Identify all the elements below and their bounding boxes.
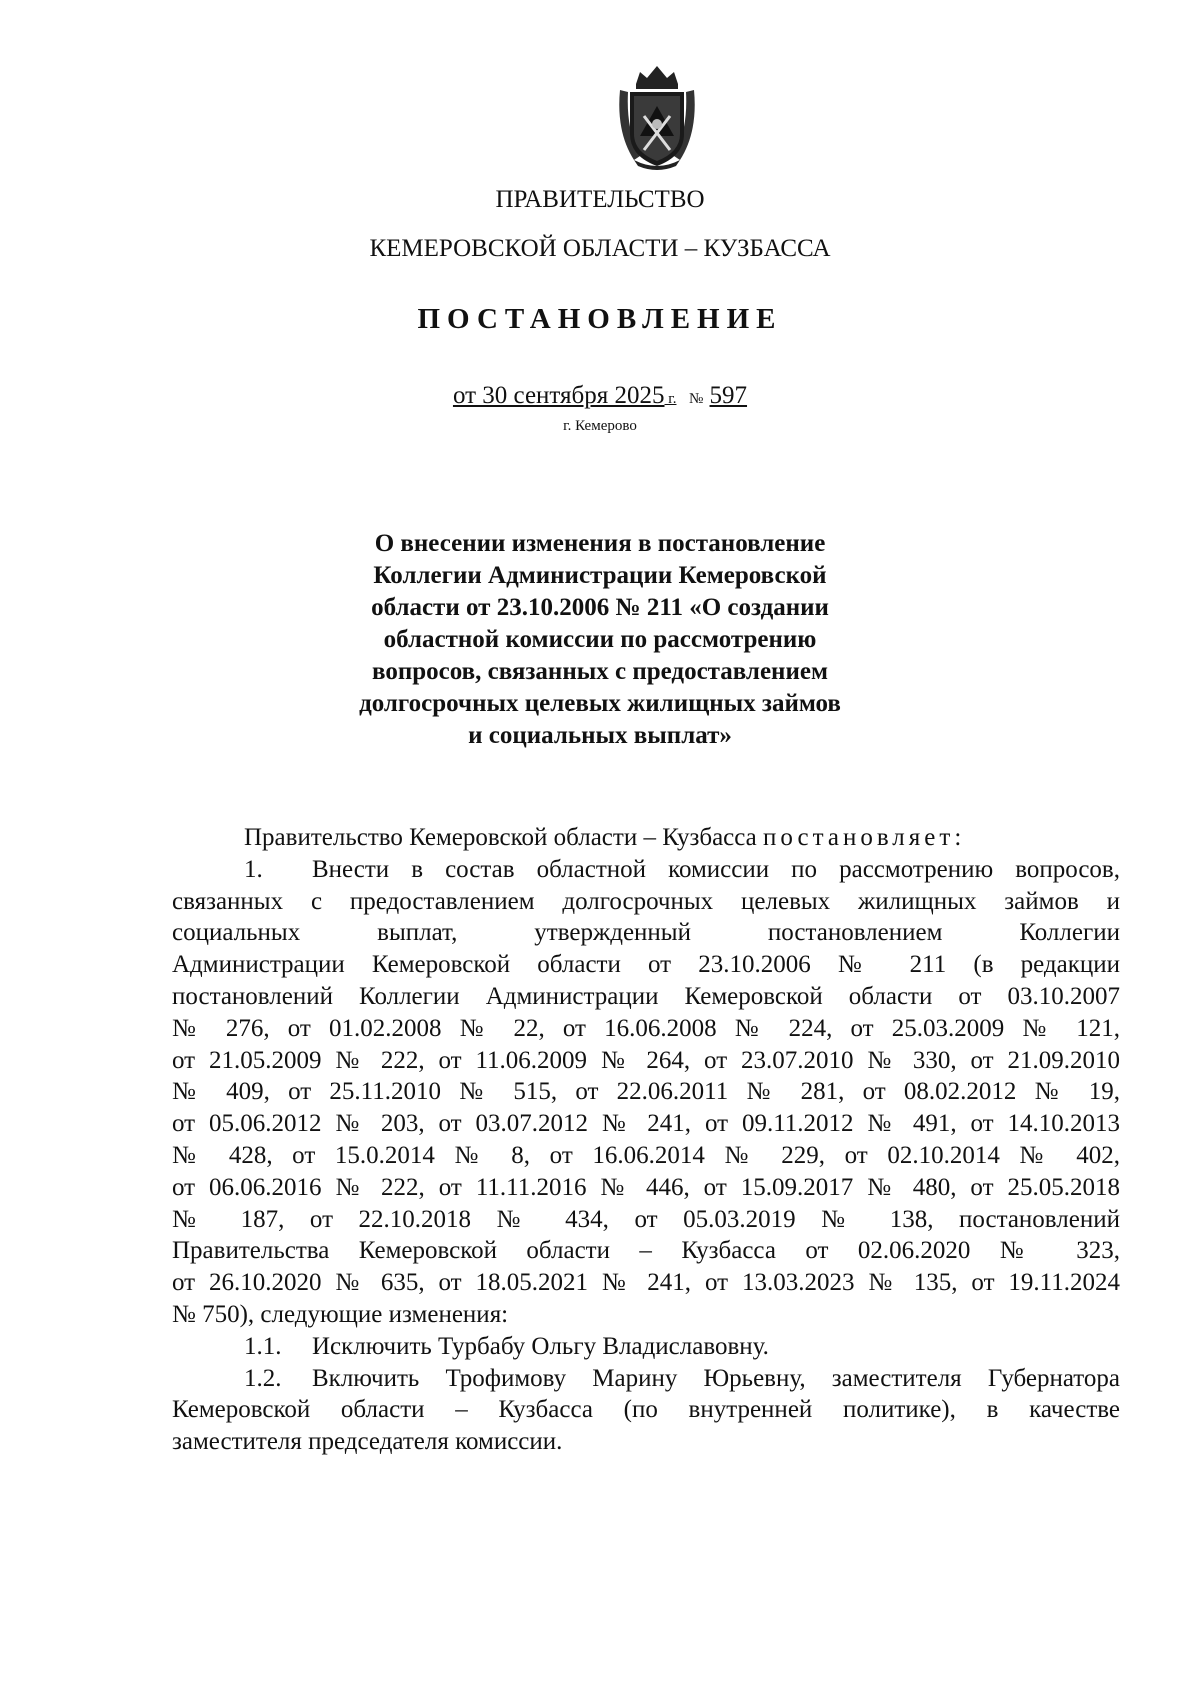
subject-line: долгосрочных целевых жилищных займов [359, 690, 841, 717]
government-title-line2: КЕМЕРОВСКОЙ ОБЛАСТИ – КУЗБАССА [369, 235, 831, 262]
body-line: № 276, от 01.02.2008 № 22, от 16.06.2008 № 224, от 25.03.2009 № 121, [172, 1014, 1120, 1042]
subject-line: Коллегии Администрации Кемеровской [373, 562, 827, 589]
document-date: от 30 сентября 2025 [452, 382, 665, 409]
item-number: 1.2. [244, 1364, 282, 1392]
resolves-word: постановляет [763, 824, 955, 851]
body-line: постановлений Коллегии Администрации Кемеровской области от 03.10.2007 [172, 982, 1120, 1010]
item-number: 1.1. [244, 1332, 282, 1360]
item-1-line: Внести в состав областной комиссии по рассмотрению вопросов, [312, 855, 1120, 883]
document-type: ПОСТАНОВЛЕНИЕ [417, 303, 783, 335]
subject-line: областной комиссии по рассмотрению [383, 626, 817, 653]
document-subject [300, 528, 900, 752]
city: г. Кемерово [563, 418, 637, 434]
subject-line: и социальных выплат» [468, 722, 732, 749]
body-line: Правительства Кемеровской области – Кузбасса от 02.06.2020 № 323, [172, 1237, 1120, 1265]
body-line: № 409, от 25.11.2010 № 515, от 22.06.2011 № 281, от 08.02.2012 № 19, [172, 1078, 1120, 1106]
body-line: социальных выплат, утвержденный постановлением Коллегии [172, 919, 1120, 947]
body-line: связанных с предоставлением долгосрочных целевых жилищных займов и [172, 887, 1120, 915]
document-number: 597 [709, 382, 748, 409]
government-title-line1: ПРАВИТЕЛЬСТВО [495, 186, 705, 213]
item-1-first-line [172, 854, 1120, 886]
number-sign: № [688, 391, 704, 407]
intro-colon: : [954, 824, 962, 851]
body-line: № 428, от 15.0.2014 № 8, от 16.06.2014 № 229, от 02.10.2014 № 402, [172, 1141, 1120, 1169]
body-line: № 187, от 22.10.2018 № 434, от 05.03.2019 № 138, постановлений [172, 1205, 1120, 1233]
body-line: от 26.10.2020 № 635, от 18.05.2021 № 241, от 13.03.2023 № 135, от 19.11.2024 [172, 1269, 1120, 1297]
subject-line: области от 23.10.2006 № 211 «О создании [371, 594, 829, 621]
item-1-1 [172, 1331, 1120, 1363]
intro-text: Правительство Кемеровской области – Кузбасса [244, 824, 764, 851]
body-line: Кемеровской области – Кузбасса (по внутренней политике), в качестве [172, 1396, 1120, 1424]
coat-of-arms-icon [614, 62, 700, 170]
document-body [172, 822, 1120, 1458]
date-number-line [0, 382, 1200, 410]
item-1-2-first-line [172, 1363, 1120, 1395]
subject-line: О внесении изменения в постановление [374, 530, 826, 557]
year-suffix: г. [664, 391, 677, 407]
body-line: от 06.06.2016 № 222, от 11.11.2016 № 446, от 15.09.2017 № 480, от 25.05.2018 [172, 1173, 1120, 1201]
body-line: заместителя председателя комиссии. [172, 1428, 563, 1456]
body-line: от 21.05.2009 № 222, от 11.06.2009 № 264, от 23.07.2010 № 330, от 21.09.2010 [172, 1046, 1120, 1074]
item-1-1-text: Исключить Турбабу Ольгу Владиславовну. [312, 1332, 769, 1360]
intro-paragraph [172, 822, 1120, 854]
item-1-2-line: Включить Трофимову Марину Юрьевну, заместителя Губернатора [312, 1364, 1120, 1392]
body-line: № 750), следующие изменения: [172, 1300, 509, 1328]
body-line: от 05.06.2012 № 203, от 03.07.2012 № 241, от 09.11.2012 № 491, от 14.10.2013 [172, 1110, 1120, 1138]
subject-line: вопросов, связанных с предоставлением [371, 658, 828, 685]
item-number: 1. [244, 855, 263, 883]
body-line: Администрации Кемеровской области от 23.10.2006 № 211 (в редакции [172, 951, 1120, 979]
